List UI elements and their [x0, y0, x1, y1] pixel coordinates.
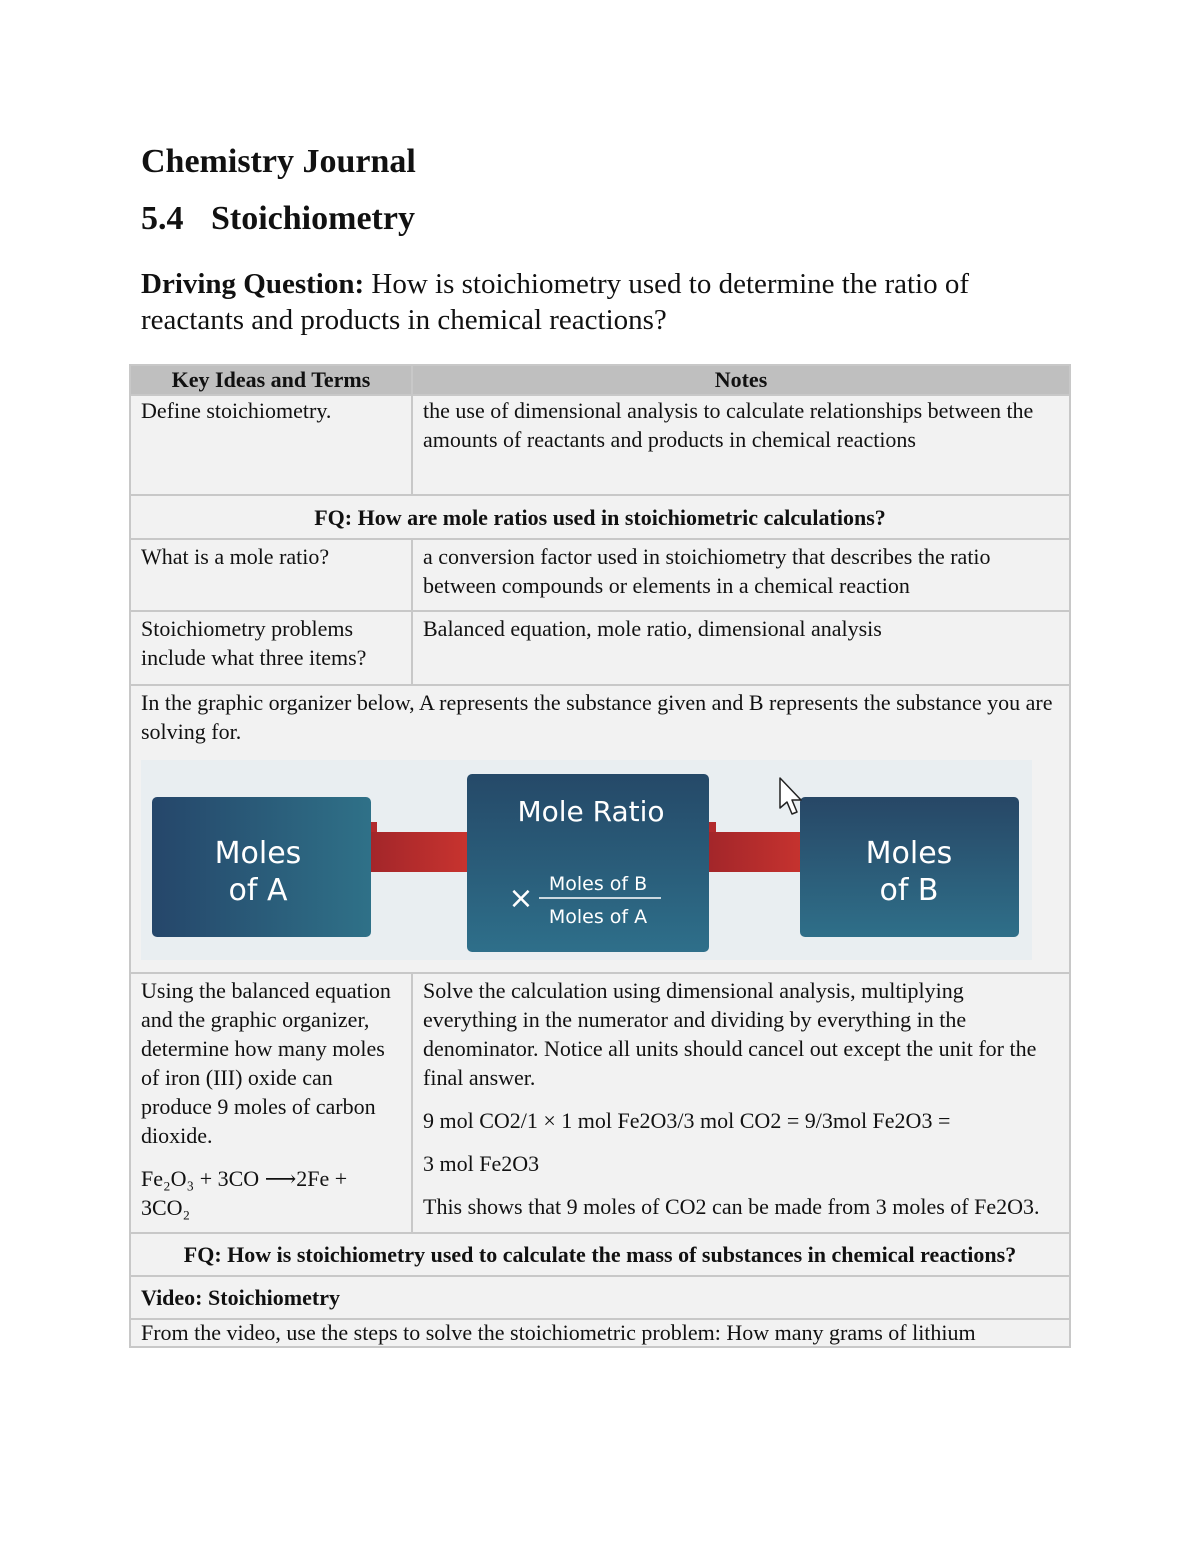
times-sign: × [508, 881, 534, 916]
calc-expression: 9 mol CO2/1 × 1 mol Fe2O3/3 mol CO2 = 9/3mol Fe2O3 = [423, 1108, 951, 1133]
col-header-key-ideas: Key Ideas and Terms [130, 365, 412, 395]
calc-instruction: Solve the calculation using dimensional analysis, multiplying everything in the numerator and dividing by everything in the denominator. Notice all units should cancel out except the unit for the final answer. [423, 978, 1037, 1090]
note-cell: Balanced equation, mole ratio, dimensional analysis [412, 611, 1070, 685]
ratio-denominator: Moles of A [548, 906, 648, 928]
table-header-row [130, 365, 1070, 395]
organizer-row [130, 685, 1070, 973]
note-cell [412, 973, 1070, 1233]
ratio-numerator: Moles of B [548, 873, 648, 895]
table-row [130, 973, 1070, 1233]
term-cell: What is a mole ratio? [130, 539, 412, 611]
organizer-intro: In the graphic organizer below, A represents the substance given and B represents the substance you are solving for. [141, 690, 1053, 744]
graphic-organizer [141, 760, 1032, 960]
section-title: Stoichiometry [211, 200, 415, 237]
video-problem: From the video, use the steps to solve the stoichiometric problem: How many grams of lithium [130, 1319, 1070, 1347]
table-row [130, 611, 1070, 685]
table-row [130, 1319, 1070, 1347]
focus-question-row [130, 1233, 1070, 1276]
mouse-pointer-icon [778, 776, 804, 818]
notes-table [129, 364, 1071, 1348]
calc-result: 3 mol Fe2O3 [423, 1151, 540, 1176]
focus-question-row [130, 495, 1070, 539]
section-heading [141, 197, 415, 241]
term-cell: Define stoichiometry. [130, 395, 412, 495]
organizer-cell [130, 685, 1070, 973]
focus-question-1: FQ: How are mole ratios used in stoichiometric calculations? [130, 495, 1070, 539]
table-row [130, 539, 1070, 611]
driving-question-label: Driving Question: [141, 268, 365, 300]
focus-question-2: FQ: How is stoichiometry used to calculate the mass of substances in chemical reactions? [130, 1233, 1070, 1276]
box-a-line1: Moles [214, 836, 302, 871]
video-label: Video: Stoichiometry [130, 1276, 1070, 1319]
term-cell: Stoichiometry problems include what three items? [130, 611, 412, 685]
video-row [130, 1276, 1070, 1319]
balanced-equation: Fe₂O₃ + 3CO ⟶2Fe + 3CO₂ [141, 1166, 348, 1220]
section-number: 5.4 [141, 200, 184, 237]
mole-ratio-title: Mole Ratio [517, 795, 665, 828]
box-a-line2: of A [228, 873, 288, 908]
driving-question-text: How is stoichiometry used to determine the ratio of reactants and products in chemical reactions? [141, 268, 969, 336]
note-cell: the use of dimensional analysis to calculate relationships between the amounts of reactants and products in chemical reactions [412, 395, 1070, 495]
calc-conclusion: This shows that 9 moles of CO2 can be made from 3 moles of Fe2O3. [423, 1194, 1040, 1219]
journal-title: Chemistry Journal [141, 143, 416, 180]
note-cell: a conversion factor used in stoichiometry that describes the ratio between compounds or elements in a chemical reaction [412, 539, 1070, 611]
driving-question [141, 266, 1071, 338]
box-b-line1: Moles [865, 836, 953, 871]
calc-question: Using the balanced equation and the graphic organizer, determine how many moles of iron (III) oxide can produce 9 moles of carbon dioxide. [141, 978, 391, 1148]
term-cell [130, 973, 412, 1233]
box-b-line2: of B [879, 873, 939, 908]
col-header-notes: Notes [412, 365, 1070, 395]
table-row [130, 395, 1070, 495]
